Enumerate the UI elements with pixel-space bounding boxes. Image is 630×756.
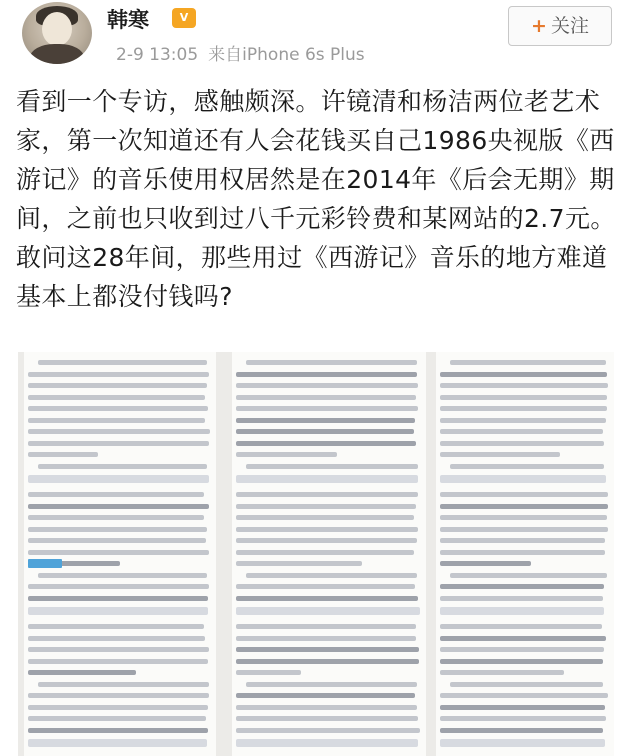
- article-text-line: [236, 659, 419, 664]
- avatar[interactable]: [22, 2, 92, 64]
- article-text-line: [28, 527, 207, 532]
- article-text-line: [236, 475, 418, 483]
- article-text-line: [28, 705, 208, 710]
- article-text-line: [236, 716, 418, 721]
- article-text-line: [236, 728, 420, 733]
- article-text-line: [440, 624, 602, 629]
- article-text-line: [236, 492, 418, 497]
- article-text-line: [28, 383, 207, 388]
- article-text-line: [28, 728, 208, 733]
- article-text-line: [236, 372, 417, 377]
- article-column-3: [436, 352, 614, 756]
- article-text-line: [28, 624, 204, 629]
- article-text-line: [38, 360, 207, 365]
- article-text-line: [28, 716, 206, 721]
- article-text-line: [28, 538, 206, 543]
- article-text-line: [440, 538, 605, 543]
- article-text-line: [440, 504, 608, 509]
- post-source: 来自iPhone 6s Plus: [208, 45, 365, 65]
- article-text-line: [28, 659, 208, 664]
- article-text-line: [28, 429, 210, 434]
- attached-article-image[interactable]: [18, 352, 614, 756]
- article-text-line: [236, 504, 416, 509]
- article-text-line: [440, 647, 604, 652]
- article-text-line: [450, 573, 607, 578]
- article-text-line: [236, 607, 420, 615]
- article-text-line: [28, 395, 205, 400]
- article-text-line: [236, 636, 416, 641]
- avatar-body: [30, 44, 84, 64]
- article-text-line: [28, 739, 207, 747]
- article-text-line: [236, 624, 416, 629]
- article-text-line: [28, 607, 208, 615]
- article-text-line: [440, 693, 608, 698]
- article-text-line: [236, 596, 418, 601]
- article-text-line: [440, 527, 608, 532]
- article-text-line: [28, 550, 209, 555]
- follow-label: 关注: [550, 15, 589, 37]
- article-text-line: [28, 452, 98, 457]
- article-text-line: [28, 504, 209, 509]
- article-text-line: [440, 670, 564, 675]
- article-text-line: [236, 584, 415, 589]
- article-text-line: [440, 452, 560, 457]
- article-text-line: [28, 584, 209, 589]
- article-text-line: [440, 383, 608, 388]
- verified-badge-icon: V: [172, 8, 196, 28]
- article-text-line: [236, 527, 418, 532]
- article-text-line: [440, 728, 603, 733]
- author-name[interactable]: 韩寒: [107, 8, 149, 32]
- article-text-line: [236, 418, 415, 423]
- avatar-face: [42, 12, 72, 46]
- article-text-line: [440, 372, 607, 377]
- article-text-line: [28, 406, 208, 411]
- article-column-2: [232, 352, 426, 756]
- article-text-line: [28, 647, 209, 652]
- article-text-line: [236, 383, 418, 388]
- article-text-line: [440, 550, 605, 555]
- article-text-line: [236, 705, 417, 710]
- article-text-line: [440, 659, 603, 664]
- article-text-line: [236, 441, 416, 446]
- article-text-line: [28, 441, 209, 446]
- article-highlight-marker: [28, 559, 62, 568]
- article-text-line: [440, 418, 606, 423]
- article-text-line: [236, 515, 414, 520]
- article-text-line: [246, 573, 417, 578]
- article-text-line: [28, 670, 136, 675]
- article-text-line: [440, 596, 603, 601]
- article-text-line: [440, 561, 531, 566]
- article-text-line: [440, 429, 603, 434]
- article-text-line: [38, 573, 207, 578]
- plus-icon: +: [531, 15, 547, 37]
- article-text-line: [440, 739, 605, 747]
- article-text-line: [440, 515, 607, 520]
- post-header: [0, 0, 630, 72]
- article-text-line: [236, 670, 301, 675]
- post-body-text: 看到一个专访，感触颇深。许镜清和杨洁两位老艺术家，第一次知道还有人会花钱买自己1986央视版《西游记》的音乐使用权居然是在2014年《后会无期》期间，之前也只收到过八千元彩铃费和某网站的2.7元。敢问这28年间，那些用过《西游记》音乐的地方难道基本上都没付钱吗?: [16, 87, 616, 311]
- article-text-line: [440, 441, 604, 446]
- article-text-line: [28, 596, 208, 601]
- post-timestamp: 2-9 13:05: [116, 45, 199, 65]
- article-text-line: [236, 395, 416, 400]
- article-text-line: [236, 561, 362, 566]
- article-text-line: [28, 418, 205, 423]
- article-text-line: [440, 716, 606, 721]
- post-meta: [116, 40, 365, 65]
- article-text-line: [38, 682, 209, 687]
- article-text-line: [440, 607, 604, 615]
- article-text-line: [236, 647, 419, 652]
- article-text-line: [246, 360, 417, 365]
- article-text-line: [450, 464, 604, 469]
- article-text-line: [28, 372, 209, 377]
- article-text-line: [450, 360, 606, 365]
- article-text-line: [440, 492, 608, 497]
- article-text-line: [236, 538, 417, 543]
- article-text-line: [236, 429, 414, 434]
- article-text-line: [28, 693, 209, 698]
- article-text-line: [246, 464, 418, 469]
- article-text-line: [236, 739, 418, 747]
- article-text-line: [246, 682, 417, 687]
- article-text-line: [440, 406, 607, 411]
- article-text-line: [440, 584, 604, 589]
- article-text-line: [236, 550, 414, 555]
- article-text-line: [236, 406, 418, 411]
- article-text-line: [236, 693, 415, 698]
- article-text-line: [440, 636, 606, 641]
- article-column-1: [24, 352, 216, 756]
- article-text-line: [450, 682, 603, 687]
- article-text-line: [28, 636, 205, 641]
- article-text-line: [440, 705, 605, 710]
- article-text-line: [28, 475, 209, 483]
- article-text-line: [440, 475, 606, 483]
- follow-button[interactable]: [508, 6, 612, 46]
- article-text-line: [38, 464, 207, 469]
- article-text-line: [236, 452, 337, 457]
- article-text-line: [28, 492, 204, 497]
- article-text-line: [28, 515, 204, 520]
- article-text-line: [440, 395, 607, 400]
